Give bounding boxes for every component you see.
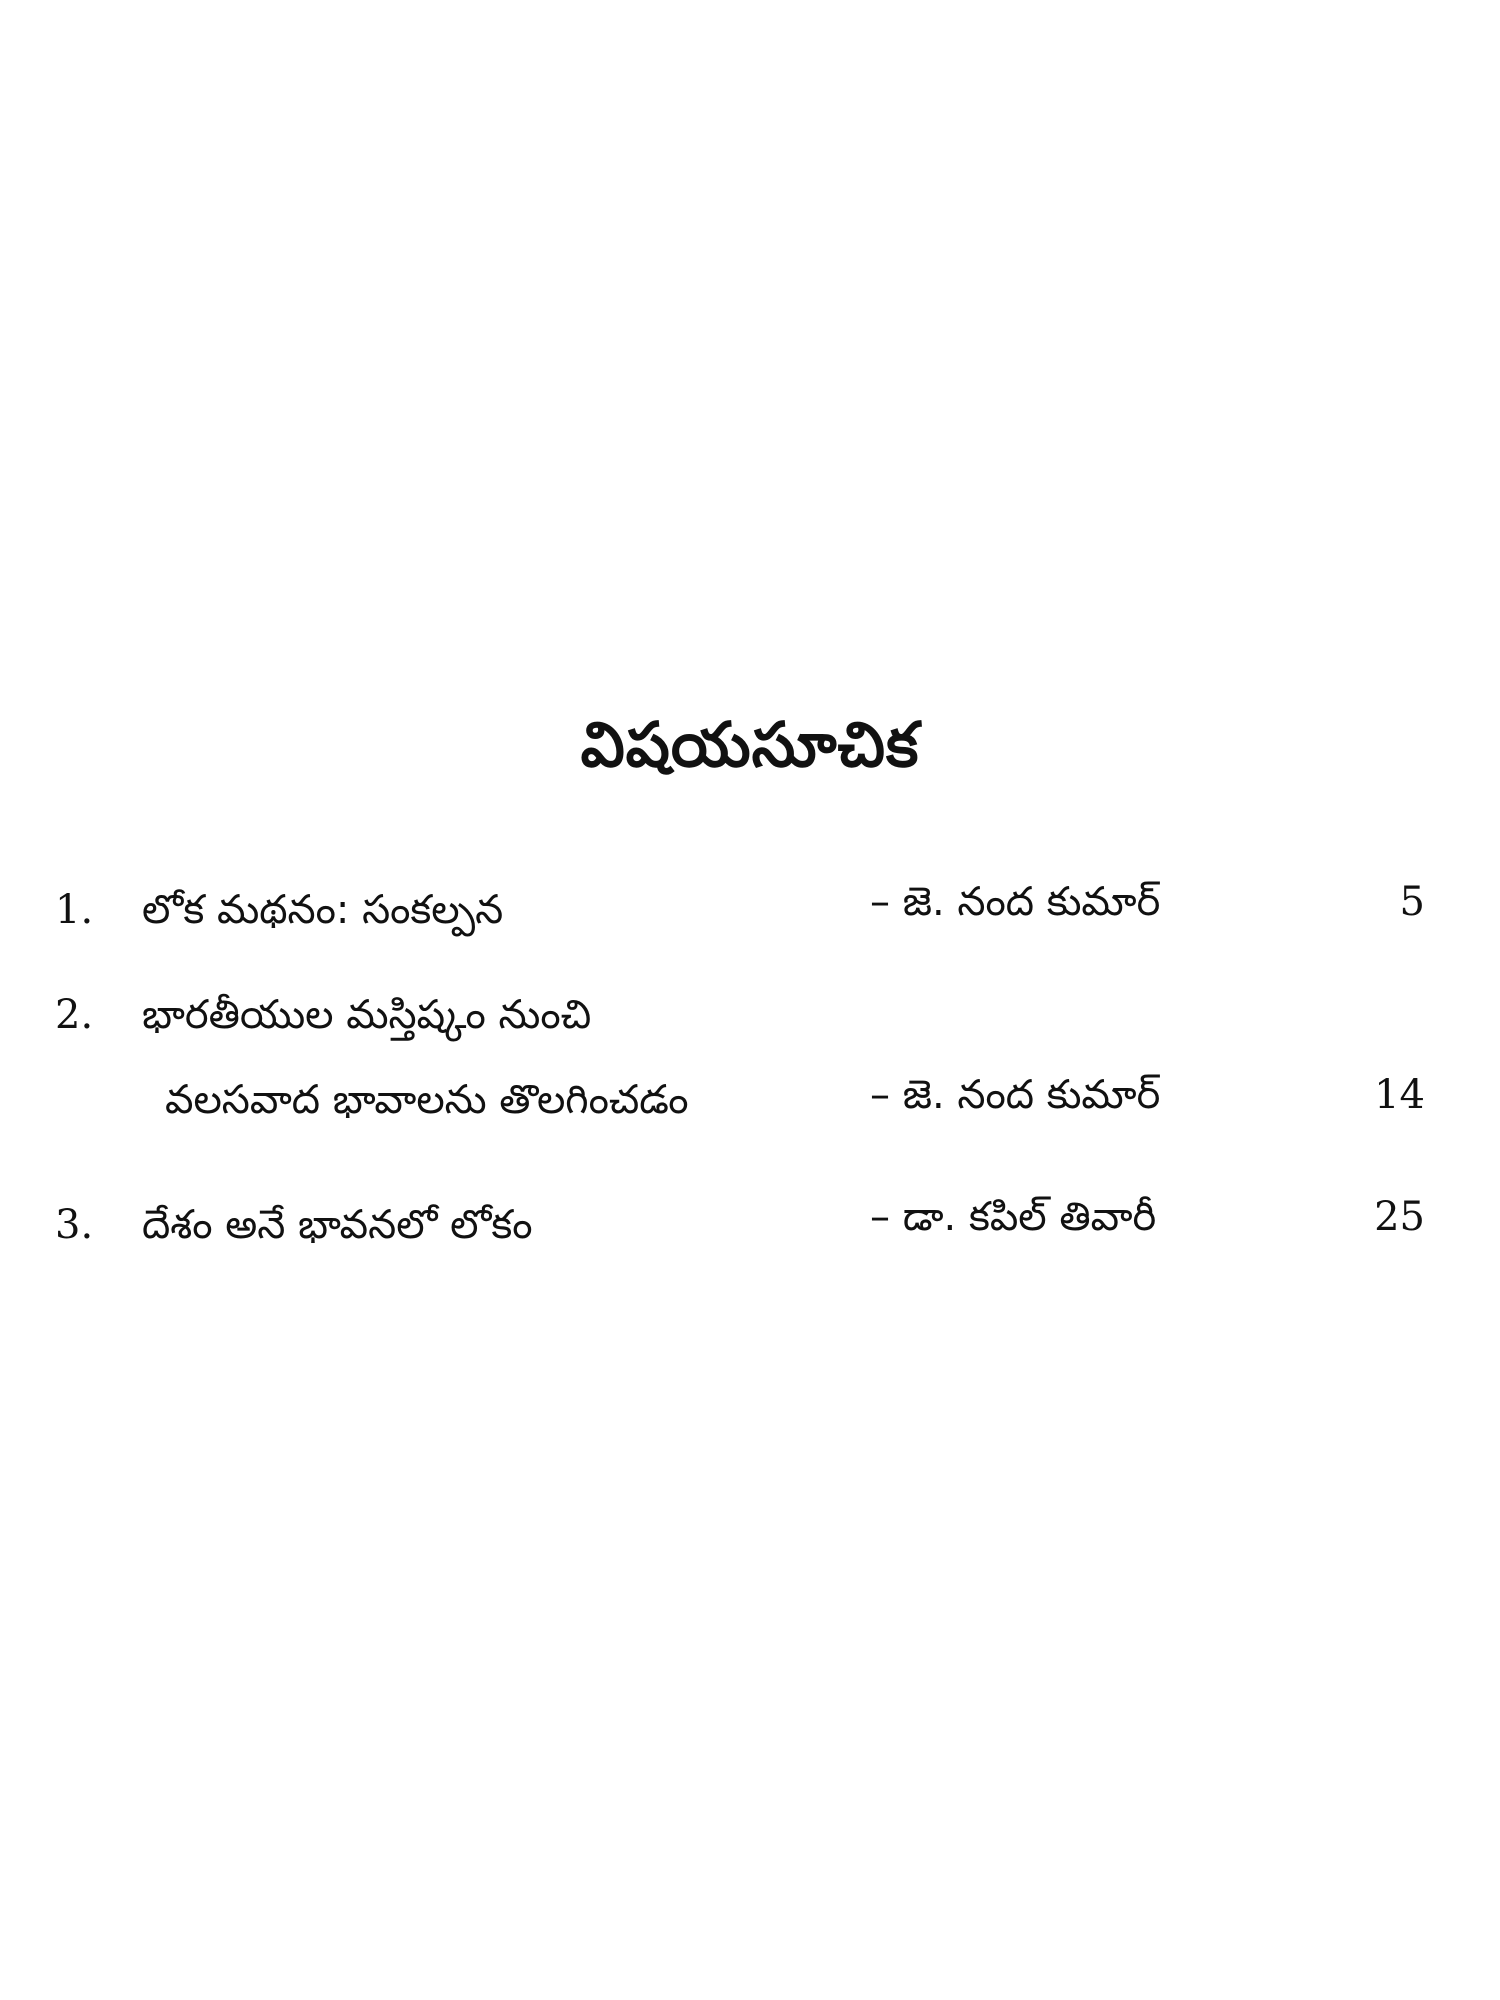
toc-entry-3 [0, 1195, 1500, 1325]
page-title: విషయసూచిక [580, 708, 920, 781]
entry-title: లోక మథనం: సంకల్పన [142, 887, 504, 933]
entry-page-number: 5 [1399, 879, 1425, 925]
entry-number: 1. [55, 887, 94, 933]
toc-entry-2 [0, 985, 1500, 1123]
entry-number: 2. [55, 992, 94, 1038]
entry-author: – జె. నంద కుమార్ [870, 879, 1161, 925]
entry-author: – జె. నంద కుమార్ [870, 1072, 1161, 1118]
entry-title-line-1: భారతీయుల మస్తిష్కం నుంచి [142, 992, 592, 1038]
entry-author: – డా. కపిల్ తివారీ [870, 1194, 1157, 1240]
entry-title: దేశం అనే భావనలో లోకం [142, 1202, 533, 1248]
entry-number: 3. [55, 1202, 94, 1248]
entry-title-line-2: వలసవాద భావాలను తొలగించడం [165, 1077, 689, 1123]
entry-page-number: 25 [1374, 1194, 1425, 1240]
entry-page-number: 14 [1374, 1072, 1425, 1118]
